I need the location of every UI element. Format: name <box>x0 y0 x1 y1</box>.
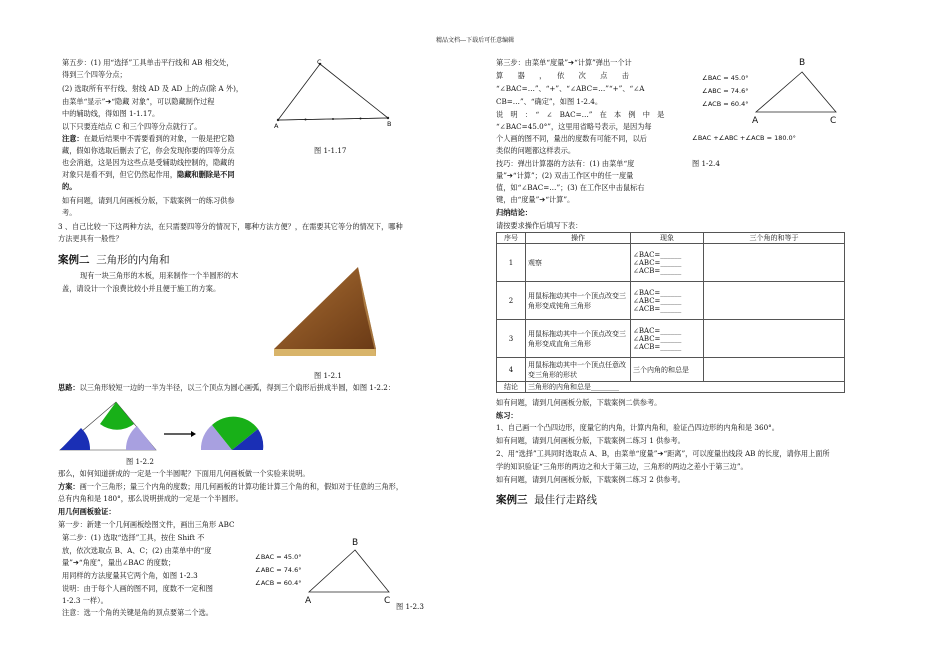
arrow-icon: ➔ <box>539 195 546 204</box>
row3-op-line2: 角形变成直角三角形 <box>528 339 591 348</box>
row3-phenomenon <box>631 320 704 358</box>
step2-line3-b: “角度”，量出∠BAC 的度数； <box>78 558 176 567</box>
th-phenomenon: 现象 <box>631 233 704 244</box>
s3-line4: CB=…”、“确定”，如图 1-2.4。 <box>496 97 603 106</box>
tip-line1: 技巧：弹出计算器的方法有：(1) 由菜单“度 <box>496 159 635 168</box>
row4-op-line1: 用鼠标拖动其中一个顶点任意改 <box>528 360 626 369</box>
fig124-caption: 图 1-2.4 <box>692 159 720 168</box>
s3-line2: 算 器 ， 依 次 点 击 <box>496 71 629 80</box>
step2-line7: 注意：选一个角的关键是角的顶点要第二个选。 <box>62 608 213 617</box>
think-line <box>58 383 395 392</box>
question-line2: 考。 <box>62 208 77 217</box>
row1-phenomenon <box>631 244 704 282</box>
row3-no: 3 <box>497 320 526 358</box>
case3-title: 最佳行走路线 <box>534 494 598 506</box>
th-no: 序号 <box>497 233 526 244</box>
row4-no: 4 <box>497 358 526 382</box>
step5-line6: 以下只要连结点 C 和三个四等分点就行了。 <box>62 122 202 131</box>
case3-heading <box>496 492 597 507</box>
question2: 那么，如何知道拼成的一定是一个半圆呢？下面用几何画板做一个实验来说明。 <box>58 469 310 478</box>
fig121-caption: 图 1-2.1 <box>314 371 342 380</box>
case2-para-line1: 现有一块三角形的木板，用来制作一个半圆形的木 <box>80 271 239 280</box>
plan-line1 <box>58 482 403 491</box>
note1-text1: 在最后结果中不需要看到的对象，一般是把它隐 <box>83 134 235 143</box>
row2-op-line2: 角形变成钝角三角形 <box>528 301 591 310</box>
step5-line4 <box>62 97 214 106</box>
conclusion-label-cell: 结论 <box>497 382 526 393</box>
note1-line2: 藏，假如你选取后删去了它，你会发现你要的四等分点 <box>62 146 235 155</box>
case2-para-line2: 盖，请设计一个浪费比较小并且便于施工的方案。 <box>62 284 221 293</box>
exercise1: 1、自己画一个凸四边形，度量它的内角，计算内角和，验证凸四边形的内角和是 360°。 <box>496 423 779 432</box>
row1-operation <box>526 244 631 282</box>
note1-bold: 隐藏和删除是不同 <box>177 170 235 179</box>
exercise-heading: 练习： <box>496 411 518 420</box>
case3-label: 案例三 <box>496 494 528 506</box>
verify-heading: 用几何画板验证： <box>58 507 116 516</box>
row2-bac: ∠BAC=______ <box>633 288 682 297</box>
arrow-icon: ➔ <box>568 58 575 67</box>
row1-sum-cell[interactable] <box>704 244 845 282</box>
step5-line5: 中的辅助线，得如图 1-1.17。 <box>62 109 160 118</box>
think-label: 思路： <box>58 383 80 392</box>
think-text: 以三角形较短一边的一半为半径，以三个顶点为圆心画弧，得到三个扇形后拼成半圆，如图 1-2.2： <box>79 383 395 392</box>
fig117-caption: 图 1-1.17 <box>314 146 347 155</box>
page-header: 精品文档---下载后可任意编辑 <box>436 37 515 44</box>
table-row <box>497 358 845 382</box>
step5-line3: (2) 选取所有平行线、射线 AD 及 AD 上的点(除 A 外)， <box>62 84 244 93</box>
para3-line2: 方法更具有一般性？ <box>58 234 123 243</box>
step2-line3 <box>62 558 175 567</box>
fig122-caption: 图 1-2.2 <box>126 457 154 466</box>
exercise2-question: 如有问题，请到几何画板分版，下载案例二练习 2 供参考。 <box>496 475 685 484</box>
para3-line1: 3 、自己比较一下这两种方法，在只需要四等分的情况下，哪种方法方便？，在需要其它等分的情况下，哪种 <box>58 222 403 231</box>
case2-title: 三角形的内角和 <box>96 254 170 266</box>
step5-line1: 第五步：(1) 用“选择”工具单击平行线和 AB 相交处， <box>62 58 234 67</box>
fig124-measure-abc: ∠ABC = 74.6° <box>702 87 749 95</box>
step2-line4: 用同样的方法度量其它两个角，如图 1-2.3 <box>62 571 198 580</box>
figure-1-2-3-triangle <box>305 548 397 598</box>
fig124-angle-sum: ∠BAC +∠ABC +∠ACB = 180.0° <box>692 134 796 142</box>
note1-label: 注意： <box>62 134 84 143</box>
s3-line3: “∠BAC=…”、“+”、“∠ABC=…”“+”、“∠A <box>496 84 645 93</box>
s3-line1 <box>496 58 632 67</box>
fig117-label-b: B <box>387 120 392 128</box>
table-intro: 请按要求操作后填写下表： <box>496 221 583 230</box>
s3-line1-a: 第三步：由菜单“度量” <box>496 58 569 67</box>
step2-line1: 第二步：(1) 选取“选择”工具，按住 Shift 不 <box>62 533 205 542</box>
row3-abc: ∠ABC=______ <box>633 334 682 343</box>
wooden-triangle-board <box>272 265 378 360</box>
fig123-measure-acb: ∠ACB = 60.4° <box>255 579 302 587</box>
row2-op-line1: 用鼠标拖动其中一个顶点改变三 <box>528 291 626 300</box>
s3-line6: “∠BAC=45.0°”，这里用省略号表示，是因为每 <box>496 122 652 131</box>
step2-line3-a: 量” <box>62 558 73 567</box>
fig117-label-a: A <box>274 122 279 130</box>
fig124-measure-bac: ∠BAC = 45.0° <box>702 74 749 82</box>
th-operation: 操作 <box>526 233 631 244</box>
row3-operation <box>526 320 631 358</box>
conclusion-text-cell: 三角形的内角和总是________ <box>526 382 845 393</box>
row4-phenomenon: 三个内角的和总是 <box>631 358 704 382</box>
fig123-caption: 图 1-2.3 <box>396 602 424 611</box>
row2-operation <box>526 282 631 320</box>
arrow-icon: ➔ <box>105 97 112 106</box>
row4-operation <box>526 358 631 382</box>
figure-1-2-4-triangle <box>752 70 844 120</box>
note1-line4 <box>62 170 235 179</box>
tip-line4-a: 键，由“度量” <box>496 195 540 204</box>
exercise2-line1 <box>496 449 830 458</box>
question-line1: 如有问题，请到几何画板分版，下载案例一的练习供参 <box>62 196 235 205</box>
exercise1-question: 如有问题，请到几何画板分版，下载案例二练习 1 供参考。 <box>496 436 685 445</box>
step2-line6: 1-2.3 一样）。 <box>62 596 108 605</box>
step5-line4-b: “隐藏 对象”，可以隐藏制作过程 <box>111 97 215 106</box>
note1-line3: 也会消逝，这是因为这些点是受辅助线控制的，隐藏的 <box>62 158 235 167</box>
conclusion-heading: 归纳结论： <box>496 208 532 217</box>
row1-abc: ∠ABC=______ <box>633 258 682 267</box>
note1-line5: 的。 <box>62 182 77 191</box>
tip-line2-a: 量” <box>496 171 507 180</box>
fig124-label-b: B <box>799 58 806 68</box>
step5-line4-a: 由菜单“显示” <box>62 97 106 106</box>
table-row <box>497 244 845 282</box>
tip-line2-b: “计算”；(2) 双击工作区中的任一度量 <box>512 171 634 180</box>
results-table <box>496 232 845 393</box>
fig123-label-b: B <box>352 538 359 548</box>
plan-line2: 总有内角和是 180°，那么说明拼成的一定是一个半圆形。 <box>58 494 243 503</box>
note1-line1 <box>62 134 235 143</box>
plan-text: 画一个三角形；量三个内角的度数；用几何画板的计算功能计算三个角的和，假如对于任意的三角形， <box>79 482 404 491</box>
exercise2-line2: 学的知识验证“三角形的两边之和大于第三边，三角形的两边之差小于第三边”。 <box>496 462 748 471</box>
fig123-label-a: A <box>305 596 312 606</box>
row2-phenomenon <box>631 282 704 320</box>
row4-sum-cell[interactable] <box>704 358 845 382</box>
case2-label: 案例二 <box>58 254 90 266</box>
exercise2-line1-b: “距离”，可以度量出线段 AB 的长度，请你用上面所 <box>663 449 830 458</box>
table-header-row <box>497 233 845 244</box>
table-row <box>497 320 845 358</box>
table-row <box>497 282 845 320</box>
row3-sum-cell[interactable] <box>704 320 845 358</box>
row1-op-line1: 观察 <box>528 258 542 267</box>
fig123-label-c: C <box>384 596 391 606</box>
note1-text4: 对象只是看不到，但它仍然起作用， <box>62 170 178 179</box>
after-table-note: 如有问题，请到几何画板分版，下载案例二供参考。 <box>496 398 662 407</box>
fig123-measure-bac: ∠BAC = 45.0° <box>255 553 302 561</box>
tip-line4-b: “计算”。 <box>545 195 575 204</box>
case2-heading <box>58 252 170 267</box>
exercise2-line1-a: 2、用“选择”工具同时选取点 A、B，由菜单“度量” <box>496 449 658 458</box>
step2-line5: 说明：由于每个人画的图不同，度数不一定和图 <box>62 584 213 593</box>
arrow-icon: ➔ <box>72 558 79 567</box>
step5-line2: 得到三个四等分点； <box>62 70 127 79</box>
fig124-label-a: A <box>752 116 759 126</box>
fig123-measure-abc: ∠ABC = 74.6° <box>255 566 302 574</box>
fig124-label-c: C <box>830 116 837 126</box>
plan-label: 方案： <box>58 482 80 491</box>
row1-no: 1 <box>497 244 526 282</box>
figure-1-2-2 <box>56 394 276 456</box>
figure-1-1-17 <box>270 58 400 138</box>
fig124-measure-acb: ∠ACB = 60.4° <box>702 100 749 108</box>
th-sum: 三个角的和等于 <box>704 233 845 244</box>
fig117-label-c: C <box>317 58 322 66</box>
s3-line8: 类似的问题都这样表示。 <box>496 146 576 155</box>
s3-line5: 说 明 ： “ ∠ BAC=…” 在 本 例 中 是 <box>496 110 665 119</box>
s3-line1-b: “计算”弹出一个计 <box>574 58 632 67</box>
row2-acb: ∠ACB=______ <box>633 304 682 313</box>
arrow-icon: ➔ <box>657 449 664 458</box>
step1: 第一步：新建一个几何画板绘图文件，画出三角形 ABC <box>58 520 235 529</box>
row2-sum-cell[interactable] <box>704 282 845 320</box>
tip-line2 <box>496 171 633 180</box>
tip-line4 <box>496 195 574 204</box>
row2-no: 2 <box>497 282 526 320</box>
arrow-icon: ➔ <box>506 171 513 180</box>
step2-line2: 放，依次选取点 B、A、C；(2) 由菜单中的“度 <box>62 546 212 555</box>
row2-abc: ∠ABC=______ <box>633 296 682 305</box>
row1-acb: ∠ACB=______ <box>633 266 682 275</box>
row3-op-line1: 用鼠标拖动其中一个顶点改变三 <box>528 329 626 338</box>
table-conclusion-row <box>497 382 845 393</box>
tip-line3: 值，如“∠BAC=…”；(3) 在工作区中击鼠标右 <box>496 183 645 192</box>
row3-acb: ∠ACB=______ <box>633 342 682 351</box>
row4-op-line2: 变三角形的形状 <box>528 370 577 379</box>
row1-bac: ∠BAC=______ <box>633 250 682 259</box>
row3-bac: ∠BAC=______ <box>633 326 682 335</box>
s3-line7: 个人画的图不同，量出的度数有可能不同，以后 <box>496 134 647 143</box>
